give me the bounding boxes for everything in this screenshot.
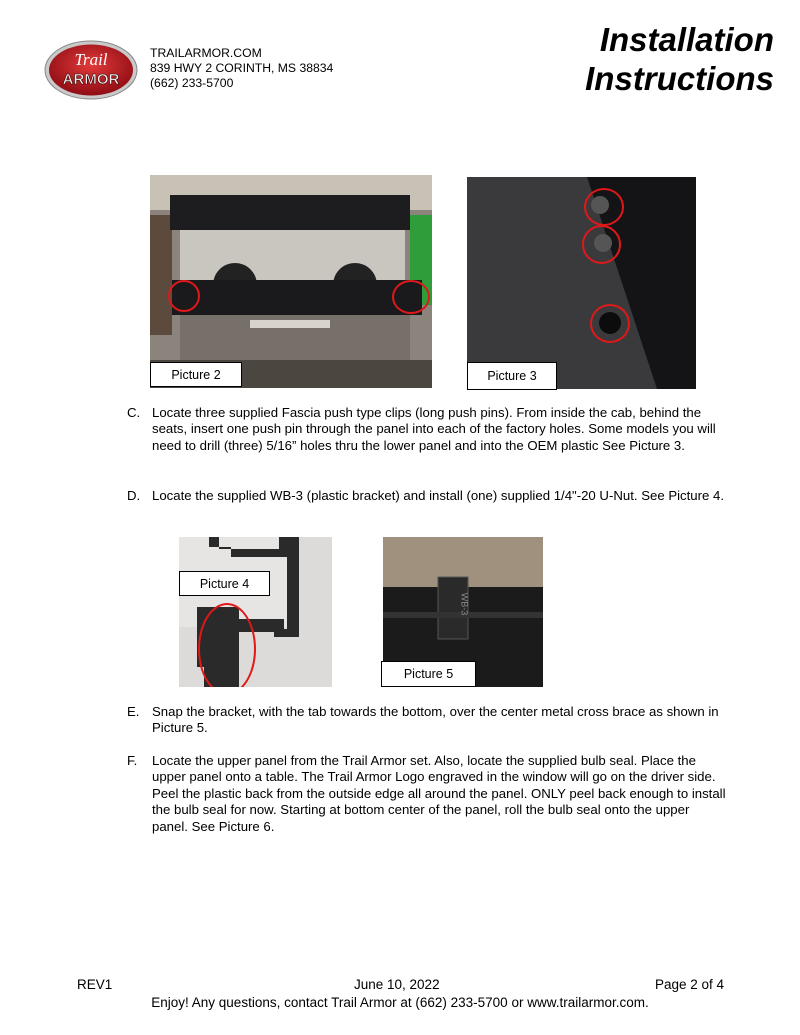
address-street: 839 HWY 2 CORINTH, MS 38834	[150, 61, 334, 75]
picture-4-caption: Picture 4	[179, 571, 270, 596]
title-line-1: Installation	[599, 21, 774, 58]
step-c-label: C.	[127, 405, 141, 420]
step-d	[127, 488, 727, 504]
trail-armor-logo	[44, 40, 138, 100]
annotation-circle	[392, 280, 430, 314]
footer-revision: REV1	[77, 977, 113, 992]
step-c	[127, 405, 727, 454]
page-title	[585, 20, 774, 98]
picture-3-caption: Picture 3	[467, 362, 557, 390]
picture-4-photo	[179, 537, 332, 687]
footer-page-number: Page 2 of 4	[654, 977, 724, 992]
annotation-circle	[590, 304, 630, 343]
step-f-text: Locate the upper panel from the Trail Armor set. Also, locate the supplied bulb seal. Place the upper panel onto a table. The Trail Armor Logo engraved in the window will go on the driver side. Peel the plastic back from the outside edge all around the panel. ONLY peel back enough to install the bulb seal for now. Starting at bottom center of the panel, roll the bulb seal onto the upper panel. See Picture 6.	[152, 753, 726, 834]
logo-text-top: Trail	[74, 50, 108, 69]
step-d-text: Locate the supplied WB-3 (plastic bracket) and install (one) supplied 1/4"-20 U-Nut. See Picture 4.	[152, 488, 725, 503]
title-line-2: Instructions	[585, 60, 774, 97]
annotation-circle	[584, 188, 624, 226]
picture-2-caption: Picture 2	[150, 362, 242, 387]
annotation-circle	[582, 225, 621, 264]
step-d-label: D.	[127, 488, 141, 503]
footer-contact: Enjoy! Any questions, contact Trail Armor at (662) 233-5700 or www.trailarmor.com.	[151, 995, 649, 1010]
picture-5-caption: Picture 5	[381, 661, 476, 687]
annotation-circle	[198, 603, 256, 687]
picture-2-photo	[150, 175, 432, 388]
step-e-text: Snap the bracket, with the tab towards the bottom, over the center metal cross brace as shown in Picture 5.	[152, 704, 719, 736]
annotation-circle	[168, 280, 200, 312]
company-address	[150, 46, 333, 91]
bracket-mark-wb3: WB-3	[459, 592, 470, 616]
step-c-text: Locate three supplied Fascia push type clips (long push pins). From inside the cab, behind the seats, insert one push pin through the panel into each of the factory holes. Some models you will need to drill (three) 5/16” holes thru the lower panel and into the OEM plastic See Picture 3.	[152, 405, 716, 453]
step-f	[127, 753, 727, 835]
logo-text-bottom: ARMOR	[62, 71, 120, 88]
step-e	[127, 704, 727, 737]
step-f-label: F.	[127, 753, 138, 768]
picture-3-photo	[467, 177, 696, 389]
footer-date: June 10, 2022	[354, 977, 440, 992]
address-website: TRAILARMOR.COM	[150, 46, 262, 60]
address-phone: (662) 233-5700	[150, 76, 234, 90]
step-e-label: E.	[127, 704, 140, 719]
